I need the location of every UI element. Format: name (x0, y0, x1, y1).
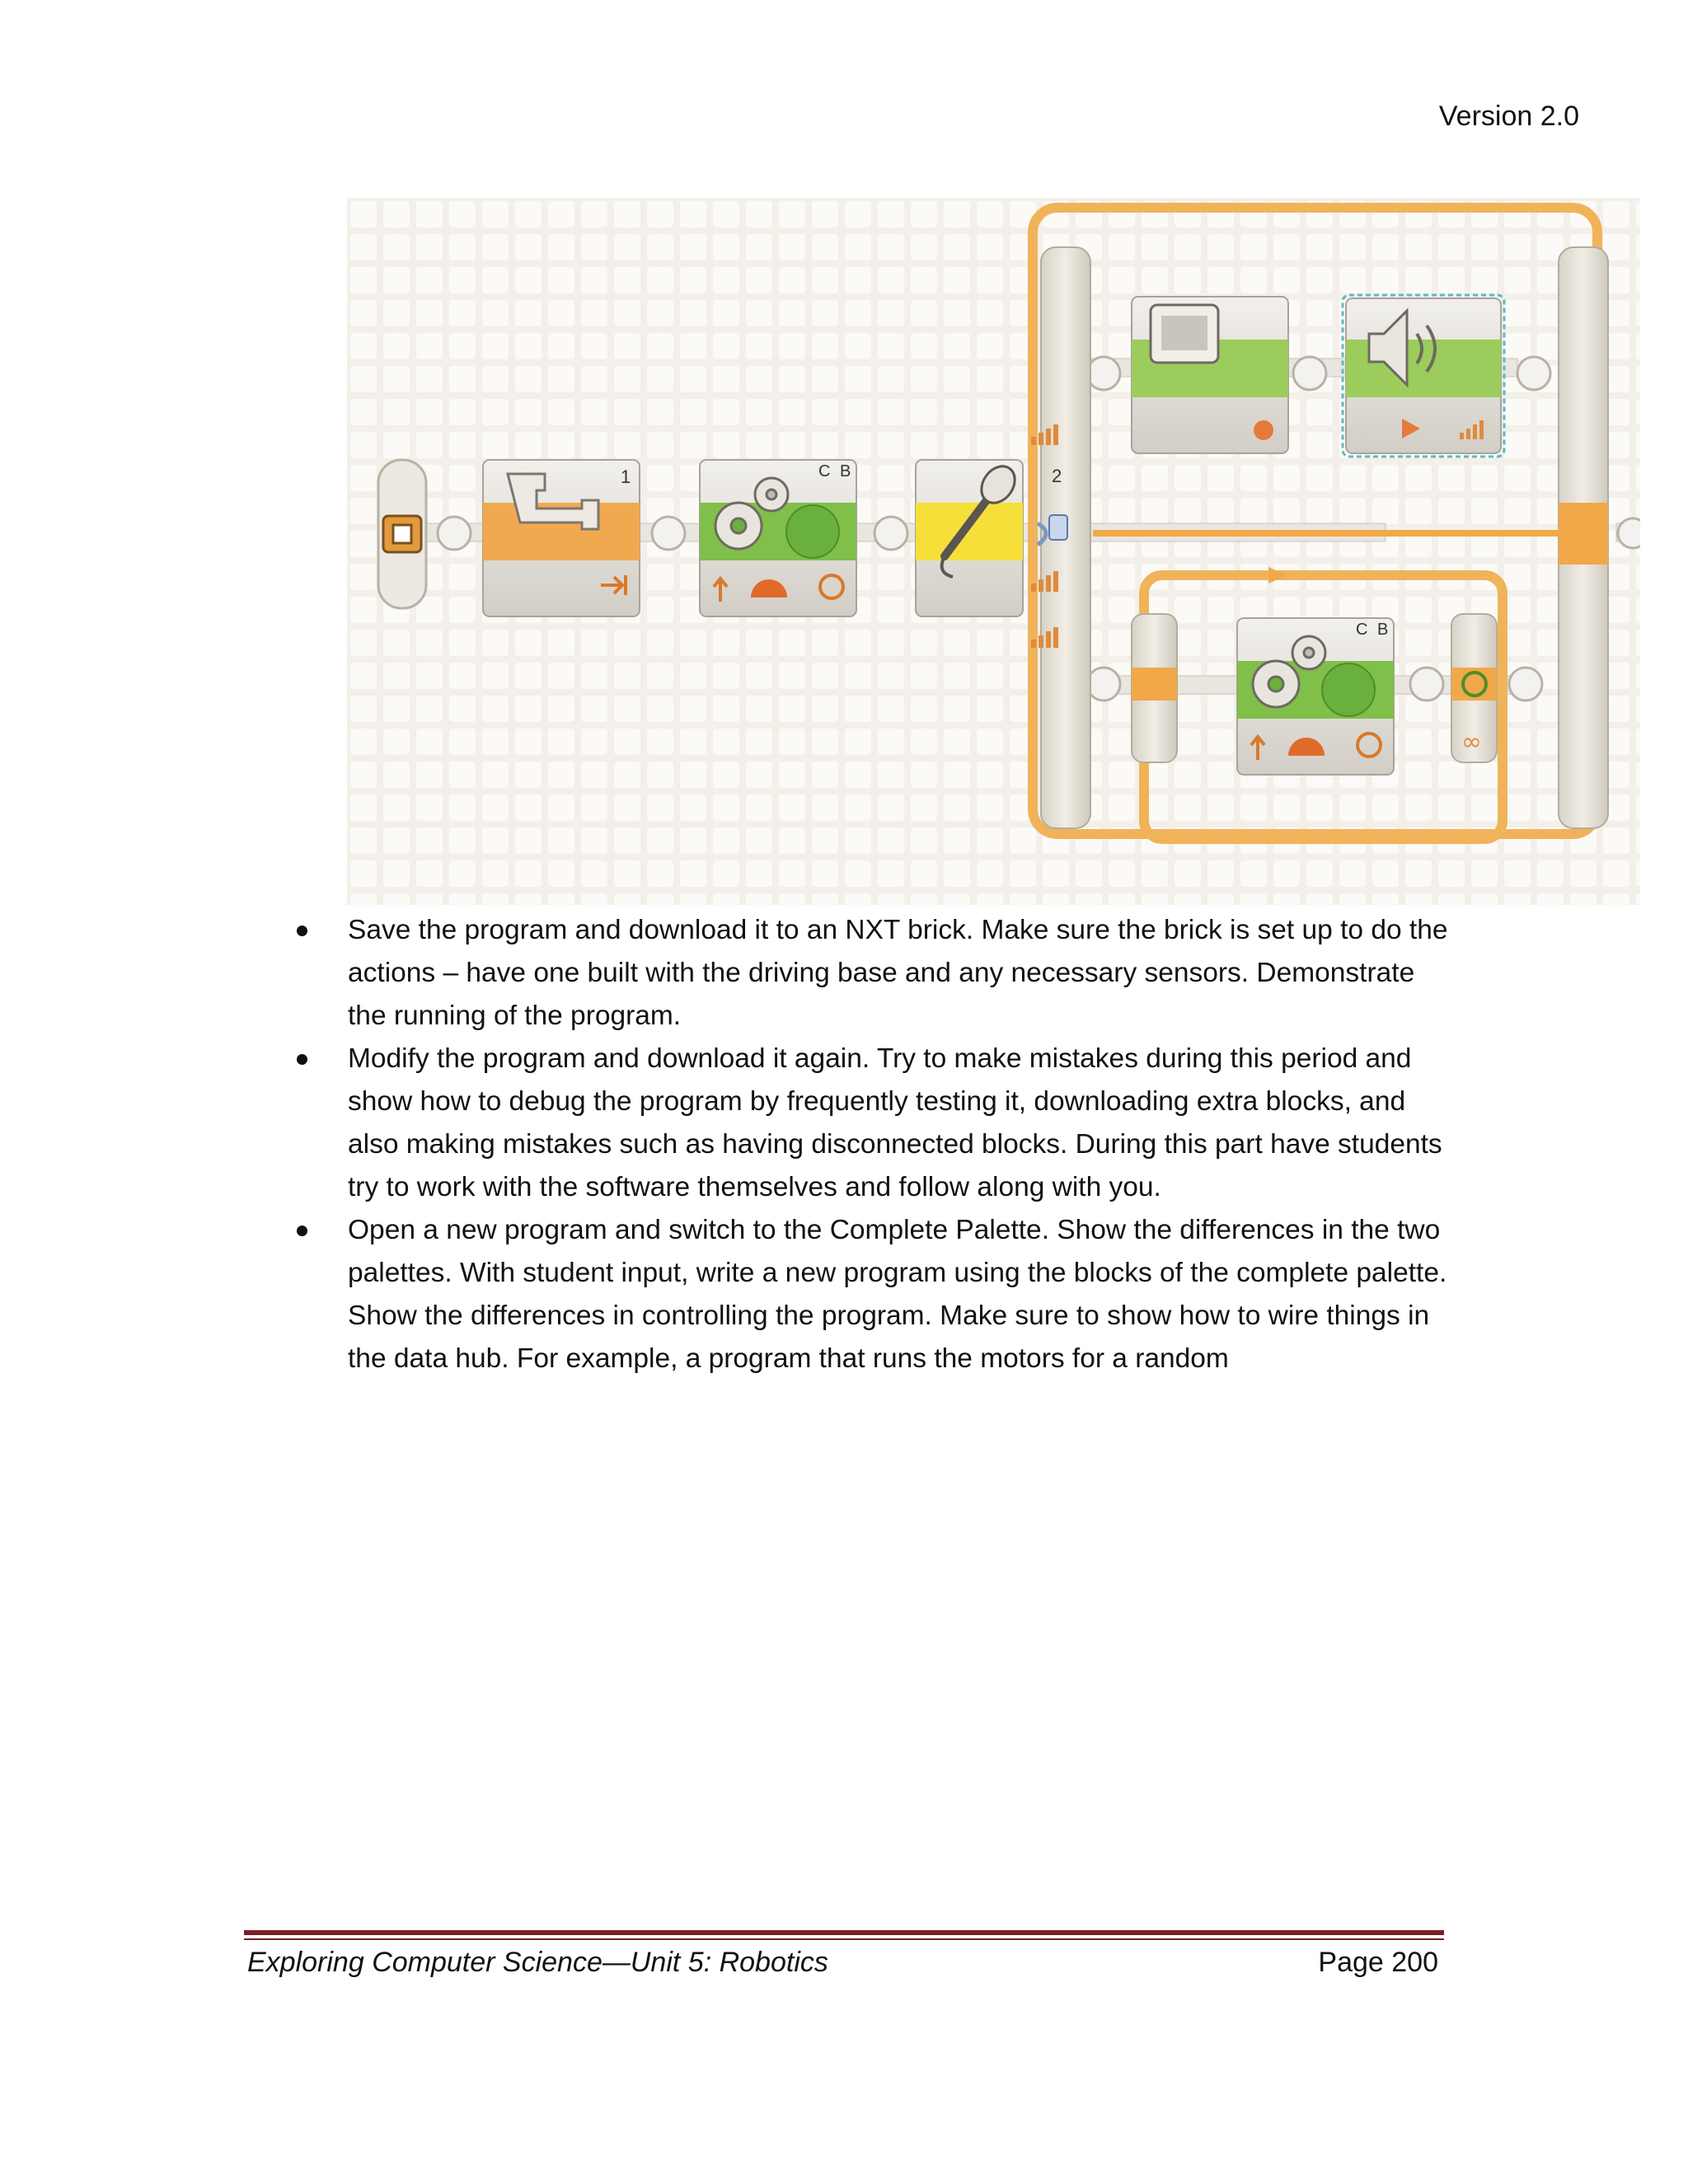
start-block[interactable] (378, 460, 426, 608)
list-item (297, 909, 1451, 1038)
wait-block-number: 1 (621, 466, 631, 487)
wait-block[interactable] (483, 460, 640, 616)
bullet-icon (297, 1226, 307, 1236)
nxt-program-diagram (347, 198, 1640, 905)
nxt-program-screenshot (347, 198, 1640, 905)
footer-rule-thin (244, 1938, 1444, 1940)
list-item-text: Save the program and download it to an NXT brick. Make sure the brick is set up to do the actions – have one built with the driving base and any necessary sensors. Demonstrate the running of the program. (348, 915, 1448, 1031)
move-block-1[interactable] (700, 460, 856, 616)
footer-rule (244, 1930, 1444, 1935)
page-number: Page 200 (1318, 1947, 1438, 1978)
sound-sensor-block[interactable] (916, 460, 1023, 616)
switch-case-number: 2 (1052, 466, 1062, 486)
version-label: Version 2.0 (1438, 101, 1579, 132)
smiley-icon (1254, 420, 1273, 440)
motor-ports-label-1: C B (818, 462, 854, 480)
sound-block[interactable] (1343, 295, 1504, 457)
list-item-text: Open a new program and switch to the Complete Palette. Show the differences in the two palettes. With student input, write a new program using the blocks of the complete palette. Show the differences in controlling the program. Make sure to show how to wire things in the data hub. For example, a program that runs the motors for a random (348, 1215, 1447, 1374)
list-item (297, 1038, 1451, 1209)
instruction-list (297, 909, 1451, 1380)
infinity-icon: ∞ (1461, 728, 1482, 757)
move-block-2[interactable] (1237, 618, 1394, 775)
footer-title: Exploring Computer Science—Unit 5: Robotics (247, 1947, 828, 1978)
display-block[interactable] (1132, 297, 1288, 453)
bullet-icon (297, 1054, 307, 1065)
list-item (297, 1209, 1451, 1380)
bullet-icon (297, 926, 307, 936)
list-item-text: Modify the program and download it again. Try to make mistakes during this period and show how to debug the program by frequently testing it, downloading extra blocks, and also making mistakes such as having disconnected blocks. During this part have students try to work with the software themselves and follow along with you. (348, 1043, 1442, 1202)
motor-ports-label-2: C B (1356, 621, 1391, 639)
